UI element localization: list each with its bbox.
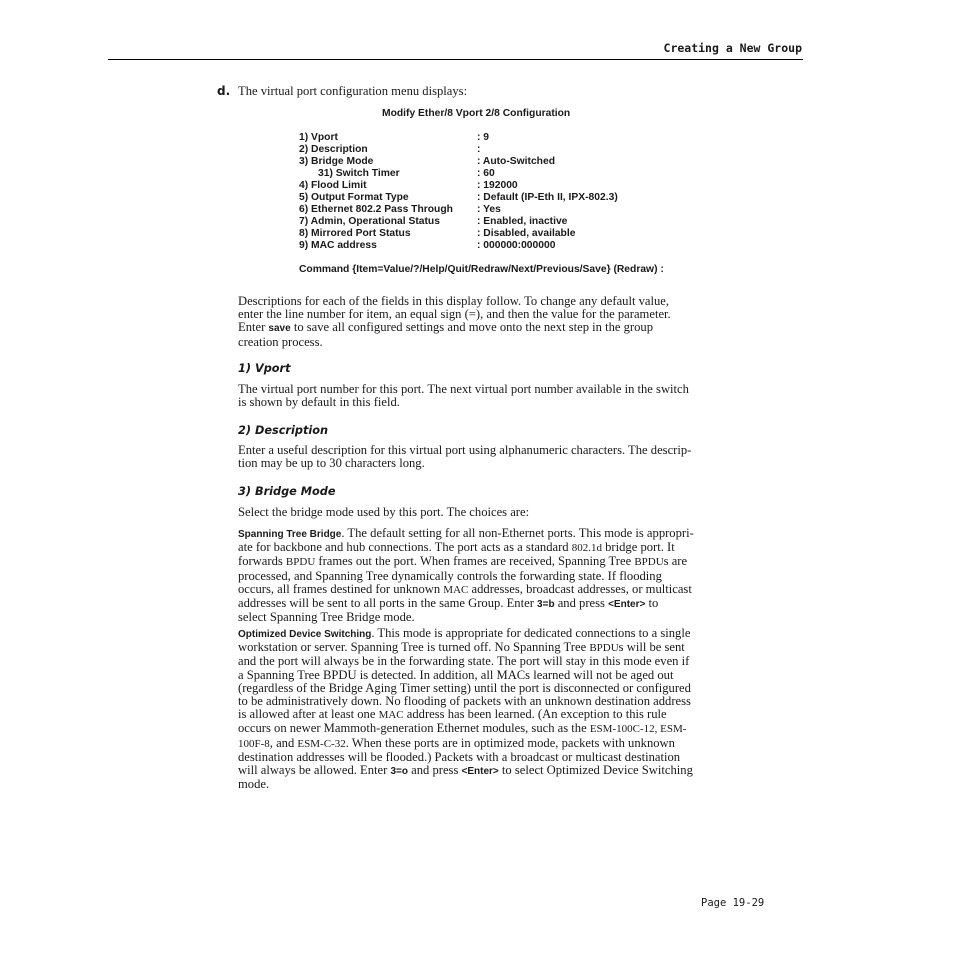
bridge-mode-intro <box>238 506 758 519</box>
menu-value: : Disabled, available <box>477 228 576 239</box>
text-line: a Spanning Tree BPDU is detected. In addition, all MACs learned will not be aged out <box>238 667 674 682</box>
text-line: creation process. <box>238 334 323 349</box>
description-heading: 2) Description <box>238 424 329 437</box>
menu-value: : Enabled, inactive <box>477 216 568 227</box>
text-line: forwards BPDU frames out the port. When frames are received, Spanning Tree BPDUs are <box>238 554 688 569</box>
enter-key: <Enter> <box>608 599 646 611</box>
text-line: enter the line number for item, an equal sign (=), and then the value for the parameter. <box>238 307 671 322</box>
menu-value: : 000000:000000 <box>477 240 556 251</box>
step-text: The virtual port configuration menu displays: <box>238 84 468 98</box>
text-line: Enter save to save all configured settings and move onto the next step in the group <box>238 320 654 335</box>
command-prompt: Command {Item=Value/?/Help/Quit/Redraw/Next/Previous/Save} (Redraw) : <box>299 264 664 275</box>
menu-title: Modify Ether/8 Vport 2/8 Configuration <box>382 108 571 119</box>
spanning-tree-paragraph <box>238 527 758 624</box>
text-line: tion may be up to 30 characters long. <box>238 456 425 471</box>
text-line: workstation or server. Spanning Tree is turned off. No Spanning Tree BPDUs will be sent <box>238 640 685 655</box>
text-line: The virtual port number for this port. The next virtual port number available in the switch <box>238 382 689 396</box>
menu-label: 31) Switch Timer <box>318 168 400 179</box>
text-line: is allowed after at least one MAC address has been learned. (An exception to this rule <box>238 707 667 722</box>
optimized-switching-term: Optimized Device Switching <box>238 629 372 640</box>
text-line: is shown by default in this field. <box>238 395 400 410</box>
menu-label: 6) Ethernet 802.2 Pass Through <box>299 204 453 215</box>
vport-paragraph <box>238 383 758 409</box>
text-line: 100F-8, and ESM-C-32. When these ports are in optimized mode, packets with unknown <box>238 735 675 750</box>
text-line: occurs on newer Mammoth-generation Ethernet modules, such as the ESM-100C-12, ESM- <box>238 721 687 736</box>
menu-value: : 9 <box>477 132 490 143</box>
step-letter: d. <box>217 84 231 98</box>
text-line: and the port will always be in the forwarding state. The port will stay in this mode even if <box>238 654 690 669</box>
menu-value: : 60 <box>477 168 495 179</box>
text-line: Optimized Device Switching. This mode is appropriate for dedicated connections to a single <box>238 626 691 640</box>
command-3o: 3=o <box>390 766 408 778</box>
menu-label: 2) Description <box>299 144 368 155</box>
text-line: addresses will be sent to all ports in the same Group. Enter 3=b and press <Enter> to <box>238 596 659 611</box>
intro-paragraph <box>238 295 758 349</box>
text-line: ate for backbone and hub connections. The port acts as a standard 802.1d bridge port. It <box>238 540 675 555</box>
menu-value: : Auto-Switched <box>477 156 555 167</box>
running-header: Creating a New Group <box>663 41 802 55</box>
text-line: mode. <box>238 777 270 792</box>
save-command: save <box>268 323 291 335</box>
page-number: Page 19-29 <box>701 897 765 909</box>
header-rule <box>108 59 803 60</box>
menu-label: 5) Output Format Type <box>299 192 409 203</box>
description-paragraph <box>238 444 758 470</box>
menu-label: 3) Bridge Mode <box>299 156 374 167</box>
optimized-switching-paragraph <box>238 627 758 791</box>
bridge-mode-heading: 3) Bridge Mode <box>238 485 336 498</box>
text-line: destination addresses will be flooded.) Packets with a broadcast or multicast destination <box>238 749 681 764</box>
command-3b: 3=b <box>537 599 555 611</box>
text-line: Descriptions for each of the fields in this display follow. To change any default value, <box>238 294 670 308</box>
menu-value: : 192000 <box>477 180 518 191</box>
menu-label: 7) Admin, Operational Status <box>299 216 440 227</box>
menu-label: 4) Flood Limit <box>299 180 367 191</box>
text-line: occurs, all frames destined for unknown MAC addresses, broadcast addresses, or multicast <box>238 581 692 596</box>
text-line: Select the bridge mode used by this port. The choices are: <box>238 505 530 519</box>
spanning-tree-term: Spanning Tree Bridge <box>238 529 342 540</box>
menu-value: : Default (IP-Eth II, IPX-802.3) <box>477 192 618 203</box>
text-line: Enter a useful description for this virtual port using alphanumeric characters. The descrip- <box>238 443 692 457</box>
vport-heading: 1) Vport <box>238 362 291 375</box>
text-line: will always be allowed. Enter 3=o and press <Enter> to select Optimized Device Switching <box>238 763 693 778</box>
menu-value: : <box>477 144 481 155</box>
menu-label: 1) Vport <box>299 132 338 143</box>
text-line: select Spanning Tree Bridge mode. <box>238 610 415 625</box>
text-line: processed, and Spanning Tree dynamically controls the forwarding state. If flooding <box>238 568 662 583</box>
menu-value: : Yes <box>477 204 501 215</box>
text-line: Spanning Tree Bridge. The default setting for all non-Ethernet ports. This mode is appropri- <box>238 526 694 540</box>
text-line: (regardless of the Bridge Aging Timer setting) until the port is disconnected or configured <box>238 680 691 695</box>
menu-label: 8) Mirrored Port Status <box>299 228 411 239</box>
enter-key: <Enter> <box>461 766 499 778</box>
text-line: to be administratively down. No flooding of packets with an unknown destination address <box>238 694 691 709</box>
menu-label: 9) MAC address <box>299 240 377 251</box>
